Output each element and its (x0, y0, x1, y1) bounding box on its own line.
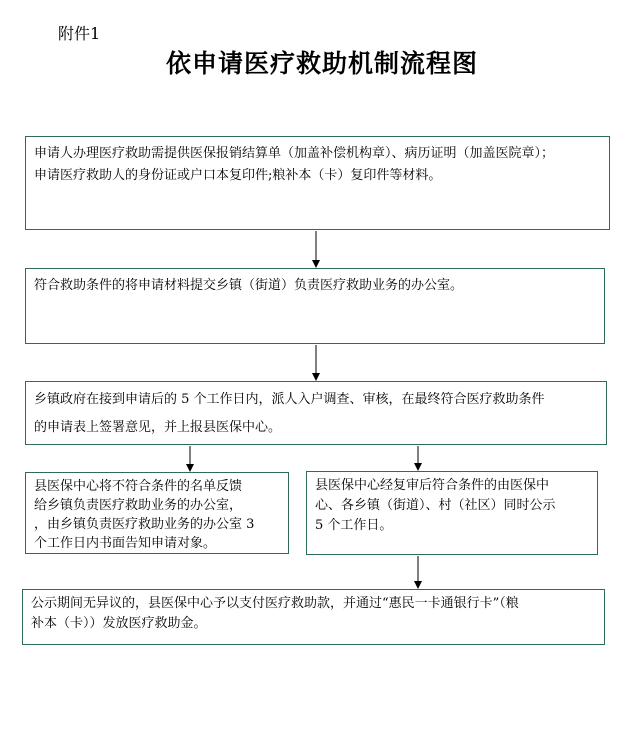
step-text: ，由乡镇负责医疗救助业务的办公室 3 (34, 517, 255, 532)
step-text: 给乡镇负责医疗救助业务的办公室， (34, 498, 243, 513)
step-text: 县医保中心将不符合条件的名单反馈 (34, 479, 243, 494)
page-title: 依申请医疗救助机制流程图 (165, 49, 478, 78)
step-text: 的申请表上签署意见，并上报县医保中心。 (34, 420, 282, 435)
step-text: 公示期间无异议的，县医保中心予以支付医疗救助款，并通过“惠民一卡通银行卡”（粮 (31, 596, 519, 611)
step-text: 符合救助条件的将申请材料提交乡镇（街道）负责医疗救助业务的办公室。 (34, 278, 464, 293)
step-text: 5 个工作日。 (315, 518, 393, 533)
step-text: 个工作日内书面告知申请对象。 (34, 536, 217, 551)
step-text: 申请医疗救助人的身份证或户口本复印件;粮补本（卡）复印件等材料。 (34, 168, 442, 183)
annex-label: 附件1 (58, 24, 101, 43)
step-text: 申请人办理医疗救助需提供医保报销结算单（加盖补偿机构章）、病历证明（加盖医院章）； (34, 146, 555, 161)
step-text: 乡镇政府在接到申请后的 5 个工作日内，派人入户调查、审核，在最终符合医疗救助条件 (34, 392, 545, 407)
step-text: 心、各乡镇（街道）、村（社区）同时公示 (315, 498, 556, 513)
step-text: 补本（卡））发放医疗救助金。 (31, 616, 207, 631)
step-text: 县医保中心经复审后符合条件的由医保中 (315, 478, 550, 493)
